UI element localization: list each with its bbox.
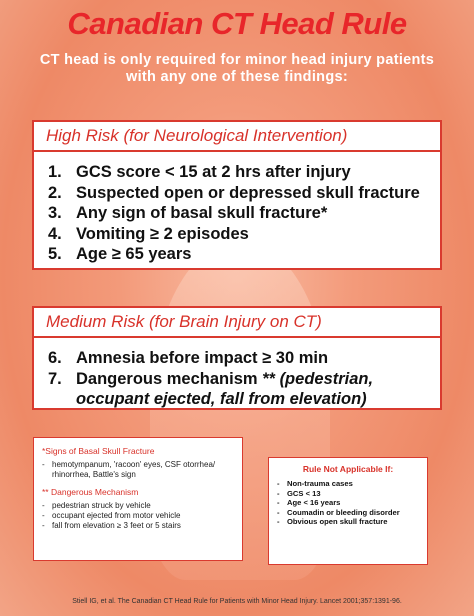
dash-bullet: - <box>42 501 45 510</box>
item-text: hemotympanum, 'racoon' eyes, CSF otorrhea/ rhinorrhea, Battle's sign <box>52 460 216 479</box>
item-text: Suspected open or depressed skull fracture <box>76 183 420 202</box>
medium-risk-card <box>32 306 442 410</box>
item-text: Vomiting ≥ 2 episodes <box>76 224 249 243</box>
list-item <box>48 162 430 183</box>
subtitle-line-1: CT head is only required for minor head injury patients <box>39 52 435 68</box>
subtitle-line-2: with any one of these findings: <box>126 69 348 85</box>
dash-bullet: - <box>277 498 280 507</box>
medium-risk-heading: Medium Risk (for Brain Injury on CT) <box>34 308 440 338</box>
item-text-detail: ** (pedestrian, occupant ejected, fall from elevation) <box>76 369 374 408</box>
item-text: Amnesia before impact ≥ 30 min <box>76 349 329 367</box>
item-text: Coumadin or bleeding disorder <box>287 507 400 517</box>
mechanism-list <box>42 501 234 531</box>
high-risk-list <box>34 162 440 265</box>
item-number: 1. <box>48 163 62 181</box>
item-text: Obvious open skull fracture <box>287 517 388 526</box>
list-item <box>48 348 430 369</box>
mechanism-heading: ** Dangerous Mechanism <box>42 487 139 497</box>
dash-bullet: - <box>277 479 280 488</box>
list-item <box>48 183 430 204</box>
item-number: 2. <box>48 183 62 202</box>
item-number: 7. <box>48 369 62 388</box>
page-subtitle <box>20 52 454 86</box>
item-number: 3. <box>48 204 62 222</box>
definitions-box <box>33 437 243 561</box>
item-text: occupant ejected from motor vehicle <box>52 511 181 520</box>
list-item <box>277 489 419 499</box>
list-item <box>277 479 419 489</box>
dash-bullet: - <box>277 488 280 498</box>
not-applicable-list <box>277 479 419 527</box>
list-item <box>277 498 419 508</box>
item-number: 6. <box>48 349 62 367</box>
list-item <box>42 501 234 511</box>
item-number: 4. <box>48 224 62 243</box>
list-item <box>277 517 419 527</box>
list-item <box>42 460 234 480</box>
list-item <box>277 508 419 518</box>
page-title: Canadian CT Head Rule <box>67 6 407 41</box>
item-text: Any sign of basal skull fracture* <box>76 204 328 222</box>
list-item <box>48 224 430 245</box>
dash-bullet: - <box>277 517 280 526</box>
basal-fracture-heading: *Signs of Basal Skull Fracture <box>42 446 155 456</box>
item-text: GCS score < 15 at 2 hrs after injury <box>76 163 351 181</box>
item-text: Age < 16 years <box>287 498 341 507</box>
citation-footer: Stiell IG, et al. The Canadian CT Head Rule for Patients with Minor Head Injury. Lancet 2001;357:1391-96. <box>72 598 402 605</box>
list-item <box>42 511 234 521</box>
high-risk-card <box>32 120 442 270</box>
list-item <box>42 521 234 531</box>
item-text: fall from elevation ≥ 3 feet or 5 stairs <box>52 521 181 530</box>
dash-bullet: - <box>277 507 280 517</box>
item-text: Non-trauma cases <box>287 479 353 488</box>
basal-fracture-list <box>42 460 234 480</box>
not-applicable-heading: Rule Not Applicable If: <box>302 464 394 474</box>
high-risk-heading: High Risk (for Neurological Intervention) <box>34 122 440 152</box>
item-text <box>76 369 430 410</box>
list-item <box>48 244 430 265</box>
item-text: pedestrian struck by vehicle <box>52 501 151 510</box>
list-item <box>48 369 430 410</box>
medium-risk-list <box>34 348 440 410</box>
list-item <box>48 203 430 224</box>
not-applicable-box <box>268 457 428 565</box>
dash-bullet: - <box>42 460 45 469</box>
dash-bullet: - <box>42 521 45 530</box>
dash-bullet: - <box>42 511 45 520</box>
item-text: Age ≥ 65 years <box>76 245 192 263</box>
item-text-main: Dangerous mechanism <box>76 369 263 388</box>
item-number: 5. <box>48 245 62 263</box>
item-text: GCS < 13 <box>287 488 321 498</box>
